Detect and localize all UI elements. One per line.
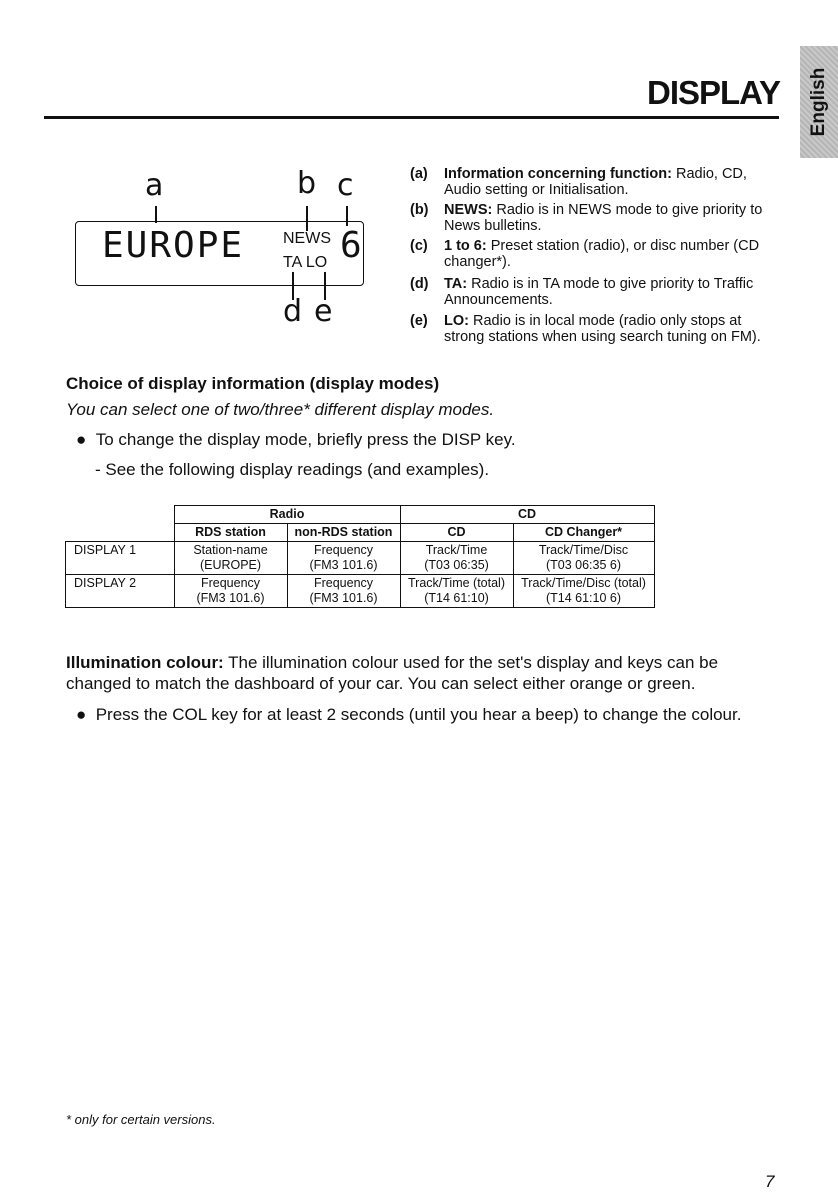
table-cell xyxy=(400,575,513,608)
table-cell xyxy=(287,575,400,608)
table-row-label: DISPLAY 2 xyxy=(66,575,175,608)
table-sub-header: CD Changer* xyxy=(513,524,654,542)
table-row xyxy=(66,542,655,575)
definition-term: TA: xyxy=(444,276,468,292)
definition-term: NEWS: xyxy=(444,202,493,218)
definition-text: Radio, CD, Audio setting or Initialisation. xyxy=(444,166,747,198)
table-corner xyxy=(66,506,175,524)
table-cell xyxy=(174,575,287,608)
table-sub-header: RDS station xyxy=(174,524,287,542)
definition-term: 1 to 6: xyxy=(444,238,487,254)
callout-c: c xyxy=(337,168,354,203)
callout-e: e xyxy=(314,294,333,329)
lcd-ta-lo-indicator: TA LO xyxy=(283,254,328,271)
callout-d: d xyxy=(283,294,303,329)
bullet-icon: ● xyxy=(76,705,96,724)
cell-line: Track/Time/Disc (total) xyxy=(521,576,646,590)
cell-line: Frequency xyxy=(313,576,374,590)
table-group-header: Radio xyxy=(174,506,400,524)
definition-d xyxy=(410,276,770,308)
bullet-disp-key xyxy=(76,430,516,450)
definition-e xyxy=(410,313,770,345)
lcd-preset-digit: 6 xyxy=(340,225,362,266)
bullet-text: To change the display mode, briefly press the DISP key. xyxy=(95,430,516,449)
definition-tag: (c) xyxy=(410,238,428,254)
callout-b: b xyxy=(297,166,317,201)
cell-line: (T14 61:10) xyxy=(424,591,489,605)
language-tab xyxy=(800,46,838,158)
table-cell xyxy=(174,542,287,575)
table-corner xyxy=(66,524,175,542)
callout-a: a xyxy=(145,168,164,203)
table-sub-header: CD xyxy=(400,524,513,542)
language-tab-label: English xyxy=(808,67,829,137)
table-cell xyxy=(400,542,513,575)
bullet-text: Press the COL key for at least 2 seconds (until you hear a beep) to change the colour. xyxy=(95,705,742,724)
definition-tag: (e) xyxy=(410,313,428,329)
cell-line: (FM3 101.6) xyxy=(196,591,265,605)
cell-line: Frequency xyxy=(313,543,374,557)
cell-line: Frequency xyxy=(200,576,261,590)
lcd-main-text: EUROPE xyxy=(102,225,245,266)
definition-c xyxy=(410,238,770,270)
section-heading-display-modes: Choice of display information (display modes) xyxy=(66,374,440,393)
table-row xyxy=(66,575,655,608)
definition-text: Preset station (radio), or disc number (CD changer*). xyxy=(444,238,760,270)
definition-tag: (d) xyxy=(410,276,429,292)
cell-line: Station-name xyxy=(193,543,268,557)
cell-line: (T14 61:10 6) xyxy=(545,591,622,605)
cell-line: Track/Time (total) xyxy=(408,576,505,590)
page-title: DISPLAY xyxy=(647,74,780,111)
bullet-icon: ● xyxy=(76,430,96,449)
bullet-col-key xyxy=(76,705,741,725)
definition-term: LO: xyxy=(444,313,469,329)
header-rule xyxy=(44,116,779,119)
illumination-paragraph xyxy=(66,652,766,694)
table-row-label: DISPLAY 1 xyxy=(66,542,175,575)
page-number: 7 xyxy=(765,1172,775,1191)
lcd-news-indicator: NEWS xyxy=(283,230,331,247)
table-group-header: CD xyxy=(400,506,654,524)
cell-line: Track/Time/Disc xyxy=(538,543,629,557)
definition-text: Radio is in NEWS mode to give priority to News bulletins. xyxy=(444,202,763,234)
table-cell xyxy=(513,542,654,575)
dash-see-readings: - See the following display readings (and examples). xyxy=(95,460,490,479)
cell-line: (FM3 101.6) xyxy=(309,591,378,605)
illumination-term: Illumination colour: xyxy=(66,653,224,672)
definition-a xyxy=(410,166,770,198)
cell-line: (T03 06:35 6) xyxy=(545,558,622,572)
display-modes-intro: You can select one of two/three* different display modes. xyxy=(66,400,495,419)
definition-text: Radio is in TA mode to give priority to Traffic Announcements. xyxy=(444,276,754,308)
table-cell xyxy=(287,542,400,575)
display-modes-table xyxy=(65,505,655,608)
cell-line: (FM3 101.6) xyxy=(309,558,378,572)
illumination-text: The illumination colour used for the set's display and keys can be changed to match the dashboard of your car. You can select either orange or green. xyxy=(66,653,719,693)
cell-line: (EUROPE) xyxy=(199,558,262,572)
definition-text: Radio is in local mode (radio only stops at strong stations when using search tuning on FM). xyxy=(444,313,761,345)
cell-line: Track/Time xyxy=(425,543,488,557)
definition-tag: (b) xyxy=(410,202,429,218)
table-sub-header: non-RDS station xyxy=(287,524,400,542)
definition-b xyxy=(410,202,770,234)
definition-term: Information concerning function: xyxy=(444,166,672,182)
cell-line: (T03 06:35) xyxy=(424,558,489,572)
table-cell xyxy=(513,575,654,608)
footnote: * only for certain versions. xyxy=(66,1112,216,1127)
definition-tag: (a) xyxy=(410,166,428,182)
